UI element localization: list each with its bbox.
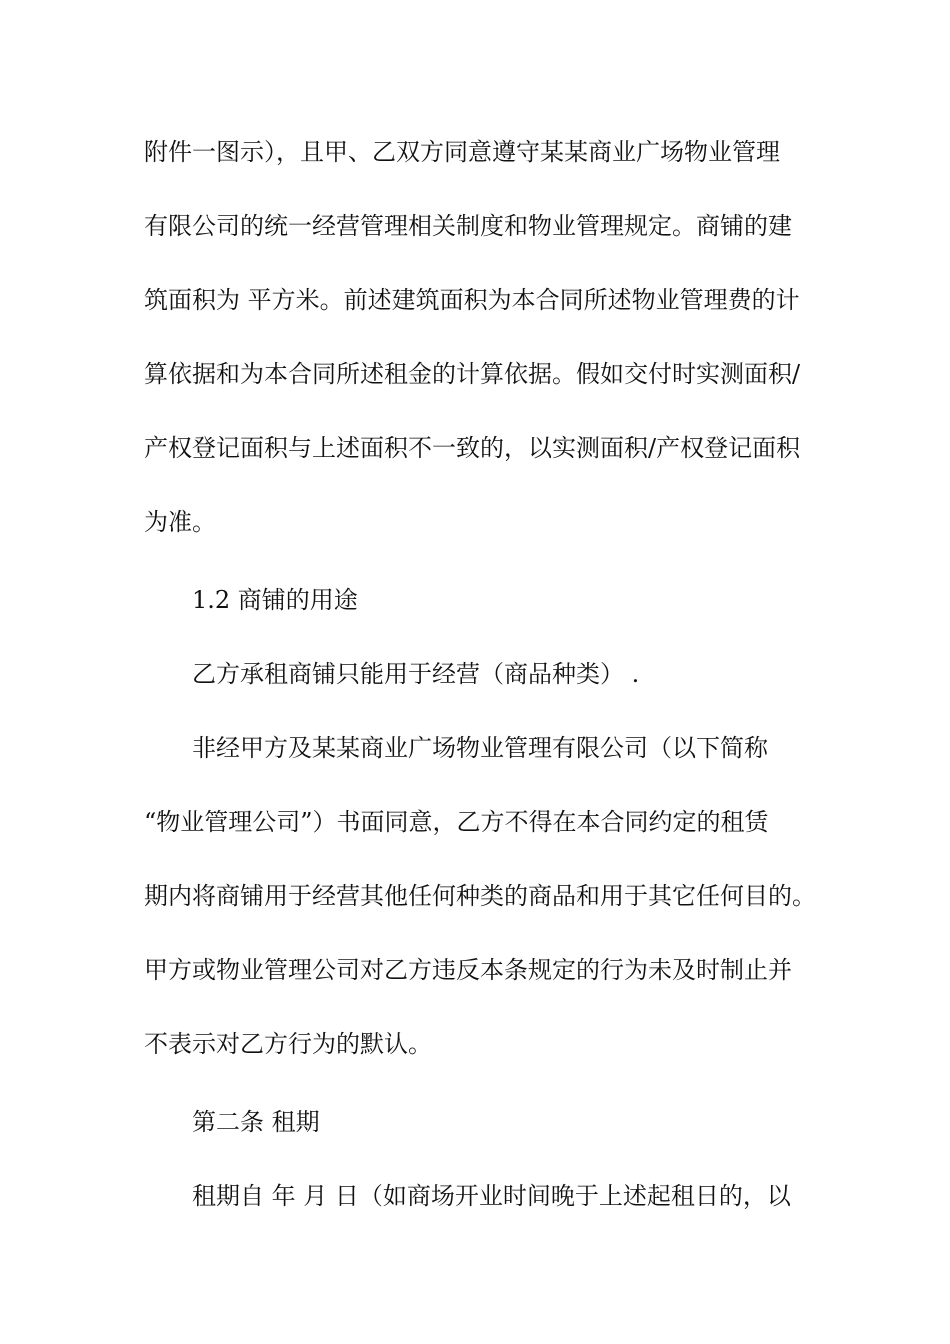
paragraph-line: 筑面积为 平方米。前述建筑面积为本合同所述物业管理费的计 [144, 286, 800, 314]
paragraph-line: 租期自 年 月 日（如商场开业时间晚于上述起租日的，以 [192, 1182, 791, 1210]
paragraph-line: 产权登记面积与上述面积不一致的，以实测面积/产权登记面积 [144, 434, 801, 462]
paragraph-line: 附件一图示），且甲、乙双方同意遵守某某商业广场物业管理 [144, 138, 780, 166]
paragraph-line: 有限公司的统一经营管理相关制度和物业管理规定。商铺的建 [144, 212, 792, 240]
paragraph-line: 甲方或物业管理公司对乙方违反本条规定的行为未及时制止并 [144, 956, 792, 984]
paragraph-line: 算依据和为本合同所述租金的计算依据。假如交付时实测面积/ [144, 360, 801, 388]
paragraph-line: 乙方承租商铺只能用于经营（商品种类） . [192, 660, 640, 688]
paragraph-line: 期内将商铺用于经营其他任何种类的商品和用于其它任何目的。 [144, 882, 816, 910]
paragraph-line: “物业管理公司”）书面同意，乙方不得在本合同约定的租赁 [144, 808, 769, 836]
paragraph-line: 不表示对乙方行为的默认。 [144, 1030, 432, 1058]
paragraph-line: 非经甲方及某某商业广场物业管理有限公司（以下简称 [192, 734, 768, 762]
paragraph-line: 为准。 [144, 508, 216, 536]
article-heading: 第二条 租期 [192, 1108, 320, 1136]
section-heading: 1.2 商铺的用途 [192, 586, 358, 614]
